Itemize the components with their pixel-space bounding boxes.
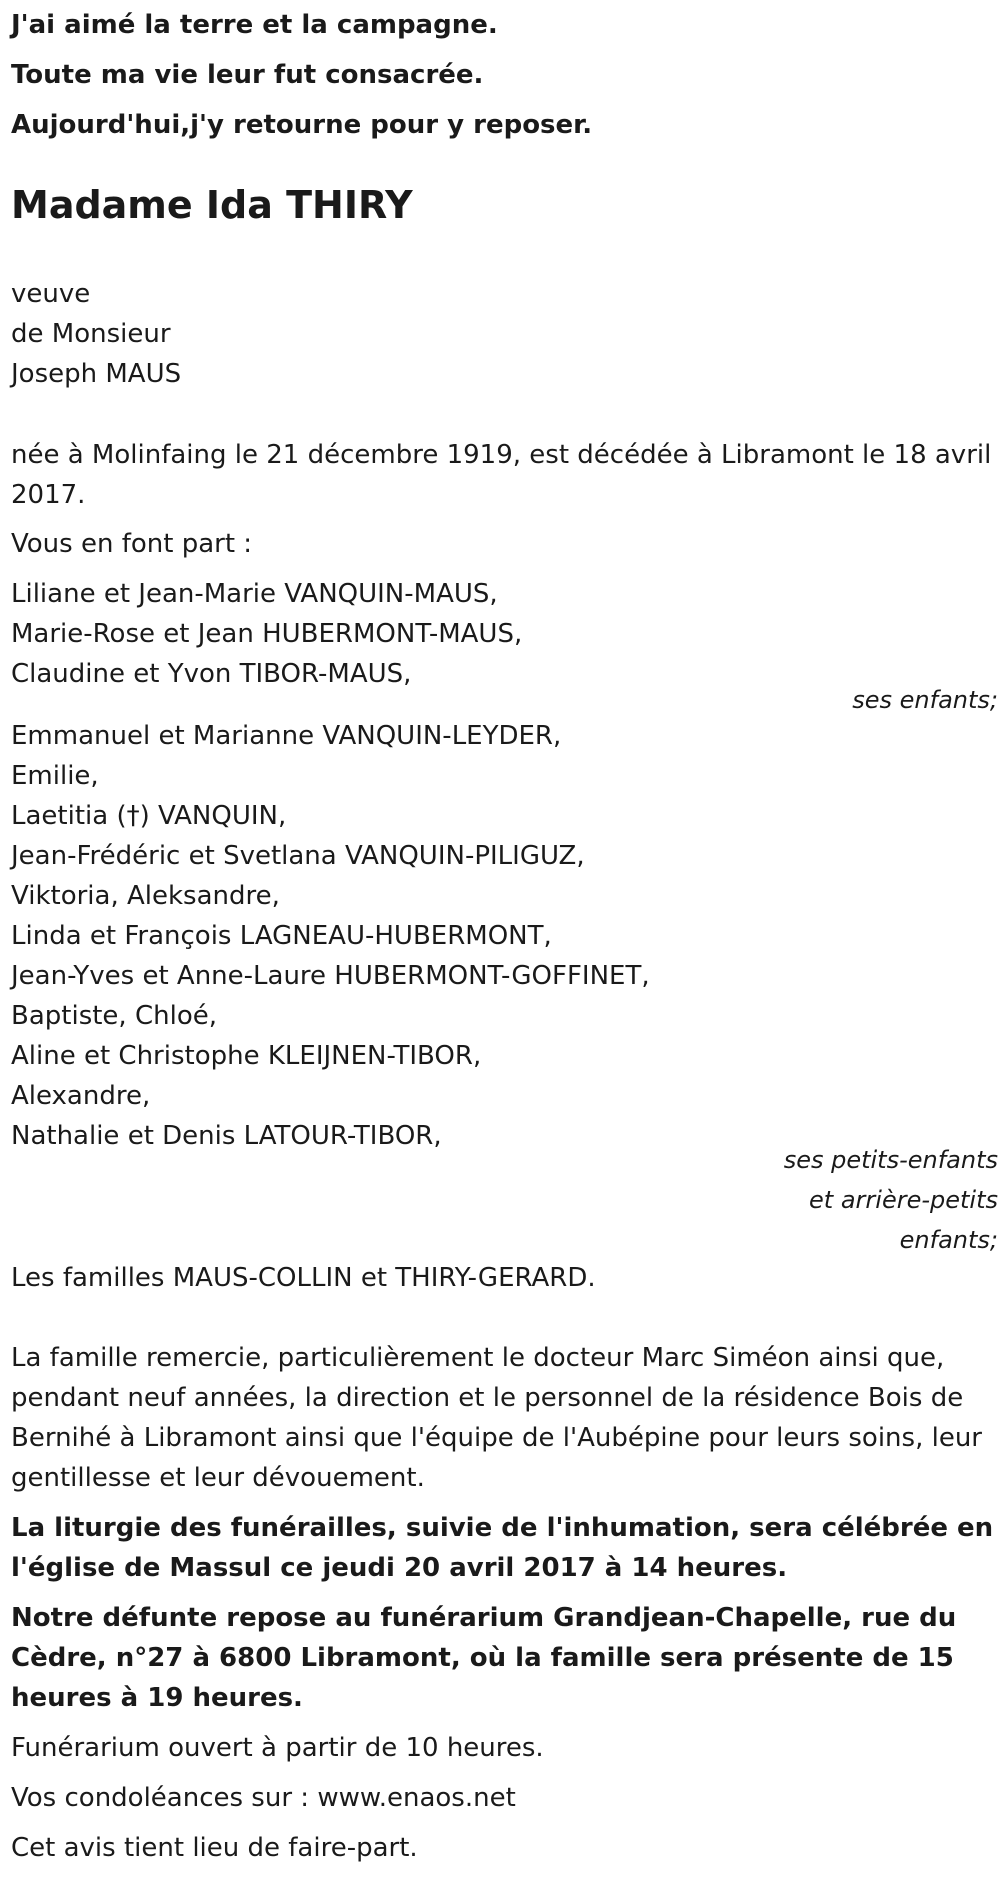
list-item: Liliane et Jean-Marie VANQUIN-MAUS, bbox=[11, 579, 498, 609]
condolences-text: Vos condoléances sur : www.enaos.net bbox=[11, 1783, 516, 1813]
list-item: Marie-Rose et Jean HUBERMONT-MAUS, bbox=[11, 619, 523, 649]
label-line: ses petits-enfants bbox=[783, 1146, 998, 1174]
label-line: enfants; bbox=[899, 1226, 998, 1254]
list-item: Laetitia (†) VANQUIN, bbox=[11, 801, 287, 831]
families-text: Les familles MAUS-COLLIN et THIRY-GERARD. bbox=[11, 1263, 596, 1293]
poem-line: Aujourd'hui,j'y retourne pour y reposer. bbox=[11, 110, 593, 140]
list-item: Emmanuel et Marianne VANQUIN-LEYDER, bbox=[11, 721, 562, 751]
liturgy-text: La liturgie des funérailles, suivie de l'inhumation, sera célébrée en l'église de Massul ce jeudi 20 avril 2017 à 14 heures. bbox=[11, 1513, 994, 1583]
poem-line: J'ai aimé la terre et la campagne. bbox=[11, 10, 498, 40]
birth-death-text: née à Molinfaing le 21 décembre 1919, est décédée à Libramont le 18 avril 2017. bbox=[11, 440, 992, 510]
children-list bbox=[11, 574, 991, 694]
widow-info bbox=[11, 274, 991, 394]
announce-text: Vous en font part : bbox=[11, 529, 253, 559]
list-item: Claudine et Yvon TIBOR-MAUS, bbox=[11, 659, 412, 689]
rest-text: Notre défunte repose au funérarium Grandjean-Chapelle, rue du Cèdre, n°27 à 6800 Libramont, où la famille sera présente de 15 heures à 19 heures. bbox=[11, 1603, 957, 1713]
list-item: Aline et Christophe KLEIJNEN-TIBOR, bbox=[11, 1041, 482, 1071]
widow-line: veuve bbox=[11, 279, 91, 309]
poem bbox=[11, 5, 991, 145]
thanks-text: La famille remercie, particulièrement le docteur Marc Siméon ainsi que, pendant neuf années, la direction et le personnel de la résidence Bois de Bernihé à Libramont ainsi que l'équipe de l'Aubépine pour leurs soins, leur gentillesse et leur dévouement. bbox=[11, 1343, 982, 1493]
list-item: Jean-Yves et Anne-Laure HUBERMONT-GOFFINET, bbox=[11, 961, 650, 991]
list-item: Baptiste, Chloé, bbox=[11, 1001, 217, 1031]
children-label: ses enfants; bbox=[852, 686, 998, 714]
deceased-name: Madame Ida THIRY bbox=[11, 183, 413, 227]
grandchildren-list bbox=[11, 716, 991, 1156]
list-item: Viktoria, Aleksandre, bbox=[11, 881, 280, 911]
list-item: Emilie, bbox=[11, 761, 99, 791]
list-item: Linda et François LAGNEAU-HUBERMONT, bbox=[11, 921, 552, 951]
widow-line: de Monsieur bbox=[11, 319, 171, 349]
open-hours-text: Funérarium ouvert à partir de 10 heures. bbox=[11, 1733, 544, 1763]
list-item: Jean-Frédéric et Svetlana VANQUIN-PILIGUZ, bbox=[11, 841, 585, 871]
list-item: Nathalie et Denis LATOUR-TIBOR, bbox=[11, 1121, 442, 1151]
label-line: et arrière-petits bbox=[809, 1186, 998, 1214]
poem-line: Toute ma vie leur fut consacrée. bbox=[11, 60, 484, 90]
widow-line: Joseph MAUS bbox=[11, 359, 182, 389]
grandchildren-label bbox=[11, 1140, 998, 1260]
notice-text: Cet avis tient lieu de faire-part. bbox=[11, 1833, 418, 1863]
list-item: Alexandre, bbox=[11, 1081, 151, 1111]
